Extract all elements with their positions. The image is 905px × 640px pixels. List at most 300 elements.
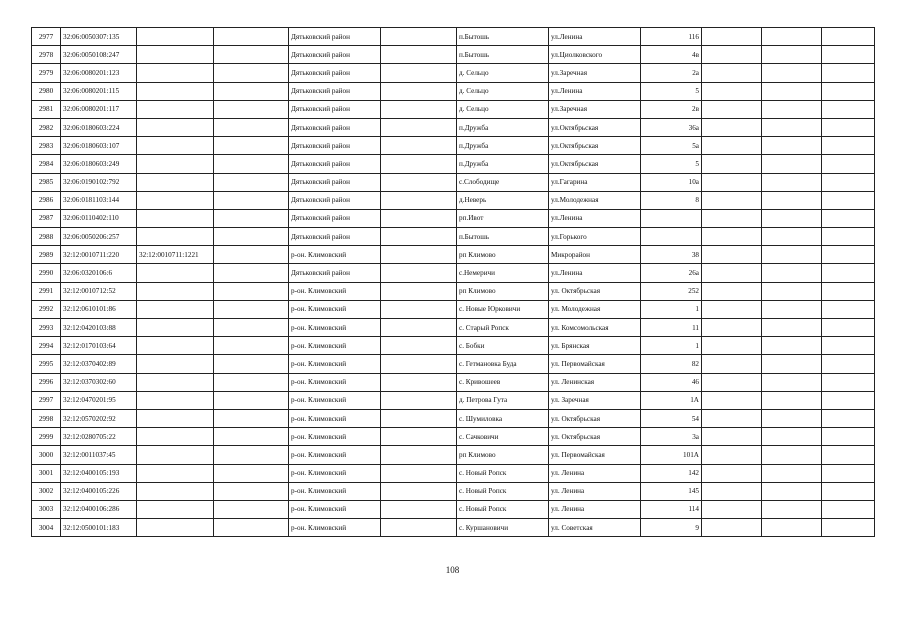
cadastral-number-cell: 32:12:0170103:64 bbox=[61, 337, 137, 355]
house-number-cell: 252 bbox=[641, 282, 702, 300]
table-row bbox=[32, 446, 875, 464]
table-row bbox=[32, 482, 875, 500]
empty-cell bbox=[381, 100, 457, 118]
district-cell: Дятьковский район bbox=[289, 155, 381, 173]
alt-cadastral-number-cell bbox=[137, 209, 214, 227]
table-row bbox=[32, 246, 875, 264]
street-cell: ул. Ленина bbox=[549, 500, 641, 518]
alt-cadastral-number-cell bbox=[137, 355, 214, 373]
row-index-cell: 2982 bbox=[32, 118, 61, 136]
table-row bbox=[32, 500, 875, 518]
empty-cell bbox=[702, 428, 762, 446]
row-index-cell: 3002 bbox=[32, 482, 61, 500]
settlement-cell: п.Бытошь bbox=[457, 228, 549, 246]
settlement-cell: с. Новый Ропск bbox=[457, 482, 549, 500]
empty-cell bbox=[381, 500, 457, 518]
house-number-cell bbox=[641, 228, 702, 246]
empty-cell bbox=[702, 264, 762, 282]
street-cell: ул.Ленина bbox=[549, 264, 641, 282]
empty-cell bbox=[702, 173, 762, 191]
settlement-cell: с. Бобки bbox=[457, 337, 549, 355]
alt-cadastral-number-cell bbox=[137, 519, 214, 537]
empty-cell bbox=[822, 355, 875, 373]
empty-cell bbox=[214, 482, 289, 500]
empty-cell bbox=[214, 519, 289, 537]
row-index-cell: 2986 bbox=[32, 191, 61, 209]
settlement-cell: с. Кривошеев bbox=[457, 373, 549, 391]
empty-cell bbox=[822, 319, 875, 337]
empty-cell bbox=[214, 100, 289, 118]
empty-cell bbox=[762, 409, 822, 427]
empty-cell bbox=[702, 209, 762, 227]
street-cell: ул. Октябрьская bbox=[549, 428, 641, 446]
cadastral-number-cell: 32:06:0320106:6 bbox=[61, 264, 137, 282]
cadastral-number-cell: 32:12:0010711:220 bbox=[61, 246, 137, 264]
cadastral-number-cell: 32:06:0180603:224 bbox=[61, 118, 137, 136]
street-cell: ул.Заречная bbox=[549, 100, 641, 118]
house-number-cell: 1 bbox=[641, 300, 702, 318]
district-cell: Дятьковский район bbox=[289, 118, 381, 136]
row-index-cell: 2998 bbox=[32, 409, 61, 427]
alt-cadastral-number-cell bbox=[137, 264, 214, 282]
empty-cell bbox=[381, 28, 457, 46]
cadastral-number-cell: 32:12:0280705:22 bbox=[61, 428, 137, 446]
table-row bbox=[32, 28, 875, 46]
district-cell: р-он. Климовский bbox=[289, 482, 381, 500]
district-cell: Дятьковский район bbox=[289, 264, 381, 282]
empty-cell bbox=[822, 155, 875, 173]
house-number-cell: 9 bbox=[641, 519, 702, 537]
empty-cell bbox=[702, 500, 762, 518]
page-number: 108 bbox=[445, 565, 460, 575]
table-row bbox=[32, 391, 875, 409]
settlement-cell: с. Новые Юрковичи bbox=[457, 300, 549, 318]
house-number-cell: 1 bbox=[641, 337, 702, 355]
alt-cadastral-number-cell bbox=[137, 446, 214, 464]
house-number-cell: 26а bbox=[641, 264, 702, 282]
settlement-cell: с. Куршановичи bbox=[457, 519, 549, 537]
empty-cell bbox=[214, 82, 289, 100]
table-row bbox=[32, 155, 875, 173]
cadastral-number-cell: 32:06:0180603:107 bbox=[61, 137, 137, 155]
table-row bbox=[32, 337, 875, 355]
cadastral-number-cell: 32:06:0080201:123 bbox=[61, 64, 137, 82]
row-index-cell: 2988 bbox=[32, 228, 61, 246]
house-number-cell: 11 bbox=[641, 319, 702, 337]
street-cell: ул. Первомайская bbox=[549, 446, 641, 464]
cadastral-number-cell: 32:06:0050307:135 bbox=[61, 28, 137, 46]
empty-cell bbox=[214, 64, 289, 82]
empty-cell bbox=[762, 373, 822, 391]
empty-cell bbox=[702, 464, 762, 482]
empty-cell bbox=[762, 264, 822, 282]
settlement-cell: с. Новый Ропск bbox=[457, 464, 549, 482]
alt-cadastral-number-cell: 32:12:0010711:1221 bbox=[137, 246, 214, 264]
house-number-cell: 1А bbox=[641, 391, 702, 409]
empty-cell bbox=[762, 500, 822, 518]
settlement-cell: с. Старый Ропск bbox=[457, 319, 549, 337]
empty-cell bbox=[214, 46, 289, 64]
row-index-cell: 2977 bbox=[32, 28, 61, 46]
district-cell: р-он. Климовский bbox=[289, 300, 381, 318]
empty-cell bbox=[214, 118, 289, 136]
empty-cell bbox=[822, 82, 875, 100]
table-row bbox=[32, 118, 875, 136]
district-cell: р-он. Климовский bbox=[289, 519, 381, 537]
empty-cell bbox=[214, 246, 289, 264]
empty-cell bbox=[702, 64, 762, 82]
street-cell: ул. Брянская bbox=[549, 337, 641, 355]
street-cell: ул. Комсомольская bbox=[549, 319, 641, 337]
row-index-cell: 2994 bbox=[32, 337, 61, 355]
street-cell: ул. Октябрьская bbox=[549, 409, 641, 427]
alt-cadastral-number-cell bbox=[137, 155, 214, 173]
district-cell: Дятьковский район bbox=[289, 100, 381, 118]
house-number-cell: 2в bbox=[641, 100, 702, 118]
empty-cell bbox=[381, 282, 457, 300]
empty-cell bbox=[214, 155, 289, 173]
empty-cell bbox=[214, 264, 289, 282]
empty-cell bbox=[381, 464, 457, 482]
alt-cadastral-number-cell bbox=[137, 100, 214, 118]
empty-cell bbox=[822, 46, 875, 64]
empty-cell bbox=[702, 355, 762, 373]
cadastral-number-cell: 32:12:0500101:183 bbox=[61, 519, 137, 537]
empty-cell bbox=[762, 228, 822, 246]
house-number-cell: 38 bbox=[641, 246, 702, 264]
house-number-cell: 36а bbox=[641, 118, 702, 136]
empty-cell bbox=[822, 118, 875, 136]
cadastral-number-cell: 32:12:0400105:193 bbox=[61, 464, 137, 482]
row-index-cell: 2983 bbox=[32, 137, 61, 155]
house-number-cell: 54 bbox=[641, 409, 702, 427]
table-row bbox=[32, 300, 875, 318]
alt-cadastral-number-cell bbox=[137, 28, 214, 46]
empty-cell bbox=[762, 391, 822, 409]
alt-cadastral-number-cell bbox=[137, 428, 214, 446]
empty-cell bbox=[381, 319, 457, 337]
street-cell: ул. Заречная bbox=[549, 391, 641, 409]
empty-cell bbox=[702, 519, 762, 537]
empty-cell bbox=[381, 519, 457, 537]
empty-cell bbox=[702, 409, 762, 427]
settlement-cell: с. Гетмановка Буда bbox=[457, 355, 549, 373]
alt-cadastral-number-cell bbox=[137, 300, 214, 318]
street-cell: ул. Первомайская bbox=[549, 355, 641, 373]
row-index-cell: 2979 bbox=[32, 64, 61, 82]
empty-cell bbox=[762, 28, 822, 46]
table-row bbox=[32, 137, 875, 155]
empty-cell bbox=[822, 100, 875, 118]
empty-cell bbox=[702, 46, 762, 64]
alt-cadastral-number-cell bbox=[137, 173, 214, 191]
settlement-cell: с.Слободище bbox=[457, 173, 549, 191]
table-row bbox=[32, 209, 875, 227]
settlement-cell: д. Сельцо bbox=[457, 64, 549, 82]
cadastral-number-cell: 32:06:0190102:792 bbox=[61, 173, 137, 191]
empty-cell bbox=[214, 228, 289, 246]
empty-cell bbox=[762, 300, 822, 318]
table-row bbox=[32, 264, 875, 282]
row-index-cell: 2996 bbox=[32, 373, 61, 391]
table-row bbox=[32, 228, 875, 246]
empty-cell bbox=[381, 137, 457, 155]
street-cell: ул.Циолковского bbox=[549, 46, 641, 64]
row-index-cell: 2980 bbox=[32, 82, 61, 100]
empty-cell bbox=[822, 391, 875, 409]
empty-cell bbox=[381, 82, 457, 100]
street-cell: ул. Октябрьская bbox=[549, 282, 641, 300]
street-cell: ул. Ленина bbox=[549, 464, 641, 482]
house-number-cell: 101А bbox=[641, 446, 702, 464]
empty-cell bbox=[214, 464, 289, 482]
empty-cell bbox=[702, 482, 762, 500]
empty-cell bbox=[762, 464, 822, 482]
empty-cell bbox=[822, 28, 875, 46]
settlement-cell: рп Климово bbox=[457, 446, 549, 464]
empty-cell bbox=[214, 500, 289, 518]
settlement-cell: рп Климово bbox=[457, 246, 549, 264]
empty-cell bbox=[762, 482, 822, 500]
empty-cell bbox=[702, 282, 762, 300]
street-cell: ул.Октябрьская bbox=[549, 137, 641, 155]
empty-cell bbox=[822, 282, 875, 300]
table-row bbox=[32, 464, 875, 482]
empty-cell bbox=[762, 100, 822, 118]
empty-cell bbox=[214, 428, 289, 446]
settlement-cell: п.Дружба bbox=[457, 118, 549, 136]
cadastral-number-cell: 32:12:0400106:286 bbox=[61, 500, 137, 518]
table-row bbox=[32, 409, 875, 427]
house-number-cell: 8 bbox=[641, 191, 702, 209]
alt-cadastral-number-cell bbox=[137, 319, 214, 337]
empty-cell bbox=[822, 519, 875, 537]
row-index-cell: 2995 bbox=[32, 355, 61, 373]
district-cell: р-он. Климовский bbox=[289, 446, 381, 464]
empty-cell bbox=[822, 446, 875, 464]
empty-cell bbox=[214, 137, 289, 155]
empty-cell bbox=[214, 173, 289, 191]
alt-cadastral-number-cell bbox=[137, 482, 214, 500]
empty-cell bbox=[702, 28, 762, 46]
house-number-cell: 2а bbox=[641, 64, 702, 82]
district-cell: Дятьковский район bbox=[289, 28, 381, 46]
cadastral-number-cell: 32:12:0610101:86 bbox=[61, 300, 137, 318]
alt-cadastral-number-cell bbox=[137, 137, 214, 155]
district-cell: р-он. Климовский bbox=[289, 337, 381, 355]
cadastral-number-cell: 32:12:0400105:226 bbox=[61, 482, 137, 500]
street-cell: ул.Ленина bbox=[549, 28, 641, 46]
empty-cell bbox=[381, 428, 457, 446]
empty-cell bbox=[381, 409, 457, 427]
empty-cell bbox=[702, 100, 762, 118]
district-cell: р-он. Климовский bbox=[289, 409, 381, 427]
cadastral-number-cell: 32:12:0570202:92 bbox=[61, 409, 137, 427]
house-number-cell: 142 bbox=[641, 464, 702, 482]
alt-cadastral-number-cell bbox=[137, 191, 214, 209]
street-cell: Микрорайон bbox=[549, 246, 641, 264]
empty-cell bbox=[702, 137, 762, 155]
district-cell: Дятьковский район bbox=[289, 209, 381, 227]
empty-cell bbox=[702, 391, 762, 409]
empty-cell bbox=[822, 373, 875, 391]
settlement-cell: п.Дружба bbox=[457, 137, 549, 155]
empty-cell bbox=[702, 337, 762, 355]
street-cell: ул.Горького bbox=[549, 228, 641, 246]
street-cell: ул. Советская bbox=[549, 519, 641, 537]
empty-cell bbox=[702, 118, 762, 136]
empty-cell bbox=[214, 446, 289, 464]
row-index-cell: 2992 bbox=[32, 300, 61, 318]
empty-cell bbox=[381, 391, 457, 409]
alt-cadastral-number-cell bbox=[137, 46, 214, 64]
empty-cell bbox=[381, 446, 457, 464]
settlement-cell: с. Сачковичи bbox=[457, 428, 549, 446]
empty-cell bbox=[214, 337, 289, 355]
table-row bbox=[32, 355, 875, 373]
empty-cell bbox=[214, 373, 289, 391]
street-cell: ул. Ленинская bbox=[549, 373, 641, 391]
empty-cell bbox=[822, 246, 875, 264]
district-cell: р-он. Климовский bbox=[289, 428, 381, 446]
settlement-cell: рп Климово bbox=[457, 282, 549, 300]
street-cell: ул.Заречная bbox=[549, 64, 641, 82]
empty-cell bbox=[822, 464, 875, 482]
empty-cell bbox=[214, 409, 289, 427]
table-row bbox=[32, 82, 875, 100]
district-cell: Дятьковский район bbox=[289, 46, 381, 64]
alt-cadastral-number-cell bbox=[137, 500, 214, 518]
street-cell: ул.Ленина bbox=[549, 82, 641, 100]
empty-cell bbox=[381, 264, 457, 282]
cadastral-number-cell: 32:12:0370402:89 bbox=[61, 355, 137, 373]
district-cell: Дятьковский район bbox=[289, 64, 381, 82]
district-cell: р-он. Климовский bbox=[289, 246, 381, 264]
alt-cadastral-number-cell bbox=[137, 464, 214, 482]
district-cell: Дятьковский район bbox=[289, 191, 381, 209]
alt-cadastral-number-cell bbox=[137, 118, 214, 136]
empty-cell bbox=[381, 209, 457, 227]
empty-cell bbox=[762, 519, 822, 537]
street-cell: ул. Ленина bbox=[549, 482, 641, 500]
table-row bbox=[32, 282, 875, 300]
row-index-cell: 2981 bbox=[32, 100, 61, 118]
empty-cell bbox=[702, 191, 762, 209]
alt-cadastral-number-cell bbox=[137, 282, 214, 300]
street-cell: ул.Октябрьская bbox=[549, 118, 641, 136]
cadastral-number-cell: 32:12:0370302:60 bbox=[61, 373, 137, 391]
empty-cell bbox=[762, 46, 822, 64]
empty-cell bbox=[762, 137, 822, 155]
empty-cell bbox=[702, 319, 762, 337]
street-cell: ул.Молодежная bbox=[549, 191, 641, 209]
empty-cell bbox=[381, 155, 457, 173]
table-row bbox=[32, 64, 875, 82]
district-cell: р-он. Климовский bbox=[289, 282, 381, 300]
table-row bbox=[32, 191, 875, 209]
house-number-cell: 4в bbox=[641, 46, 702, 64]
house-number-cell: 5 bbox=[641, 82, 702, 100]
empty-cell bbox=[822, 137, 875, 155]
empty-cell bbox=[822, 337, 875, 355]
table-row bbox=[32, 319, 875, 337]
row-index-cell: 2978 bbox=[32, 46, 61, 64]
table-row bbox=[32, 428, 875, 446]
district-cell: р-он. Климовский bbox=[289, 500, 381, 518]
empty-cell bbox=[762, 319, 822, 337]
empty-cell bbox=[762, 173, 822, 191]
settlement-cell: д. Сельцо bbox=[457, 100, 549, 118]
house-number-cell: 3а bbox=[641, 428, 702, 446]
empty-cell bbox=[822, 428, 875, 446]
empty-cell bbox=[762, 191, 822, 209]
row-index-cell: 2993 bbox=[32, 319, 61, 337]
district-cell: р-он. Климовский bbox=[289, 464, 381, 482]
row-index-cell: 2989 bbox=[32, 246, 61, 264]
empty-cell bbox=[702, 82, 762, 100]
empty-cell bbox=[822, 500, 875, 518]
cadastral-number-cell: 32:12:0420103:88 bbox=[61, 319, 137, 337]
house-number-cell: 10а bbox=[641, 173, 702, 191]
cadastral-number-cell: 32:12:0011037:45 bbox=[61, 446, 137, 464]
row-index-cell: 2991 bbox=[32, 282, 61, 300]
house-number-cell: 5а bbox=[641, 137, 702, 155]
empty-cell bbox=[762, 246, 822, 264]
street-cell: ул. Молодежная bbox=[549, 300, 641, 318]
table-row bbox=[32, 519, 875, 537]
row-index-cell: 2985 bbox=[32, 173, 61, 191]
house-number-cell: 145 bbox=[641, 482, 702, 500]
row-index-cell: 2990 bbox=[32, 264, 61, 282]
alt-cadastral-number-cell bbox=[137, 391, 214, 409]
cadastral-number-cell: 32:06:0050206:257 bbox=[61, 228, 137, 246]
street-cell: ул.Гагарина bbox=[549, 173, 641, 191]
empty-cell bbox=[214, 300, 289, 318]
row-index-cell: 3004 bbox=[32, 519, 61, 537]
house-number-cell bbox=[641, 209, 702, 227]
row-index-cell: 2999 bbox=[32, 428, 61, 446]
empty-cell bbox=[702, 300, 762, 318]
district-cell: Дятьковский район bbox=[289, 137, 381, 155]
empty-cell bbox=[822, 482, 875, 500]
cadastral-number-cell: 32:06:0080201:117 bbox=[61, 100, 137, 118]
settlement-cell: д.Неверь bbox=[457, 191, 549, 209]
empty-cell bbox=[762, 282, 822, 300]
empty-cell bbox=[381, 64, 457, 82]
empty-cell bbox=[381, 355, 457, 373]
cadastral-number-cell: 32:06:0050108:247 bbox=[61, 46, 137, 64]
settlement-cell: с. Шумиловка bbox=[457, 409, 549, 427]
empty-cell bbox=[214, 209, 289, 227]
empty-cell bbox=[214, 191, 289, 209]
empty-cell bbox=[381, 300, 457, 318]
house-number-cell: 46 bbox=[641, 373, 702, 391]
district-cell: Дятьковский район bbox=[289, 228, 381, 246]
empty-cell bbox=[822, 228, 875, 246]
table-row bbox=[32, 173, 875, 191]
alt-cadastral-number-cell bbox=[137, 64, 214, 82]
table-row bbox=[32, 100, 875, 118]
empty-cell bbox=[822, 173, 875, 191]
empty-cell bbox=[822, 264, 875, 282]
row-index-cell: 2987 bbox=[32, 209, 61, 227]
empty-cell bbox=[762, 82, 822, 100]
alt-cadastral-number-cell bbox=[137, 373, 214, 391]
settlement-cell: с. Новый Ропск bbox=[457, 500, 549, 518]
settlement-cell: рп.Ивот bbox=[457, 209, 549, 227]
district-cell: Дятьковский район bbox=[289, 173, 381, 191]
settlement-cell: д. Сельцо bbox=[457, 82, 549, 100]
